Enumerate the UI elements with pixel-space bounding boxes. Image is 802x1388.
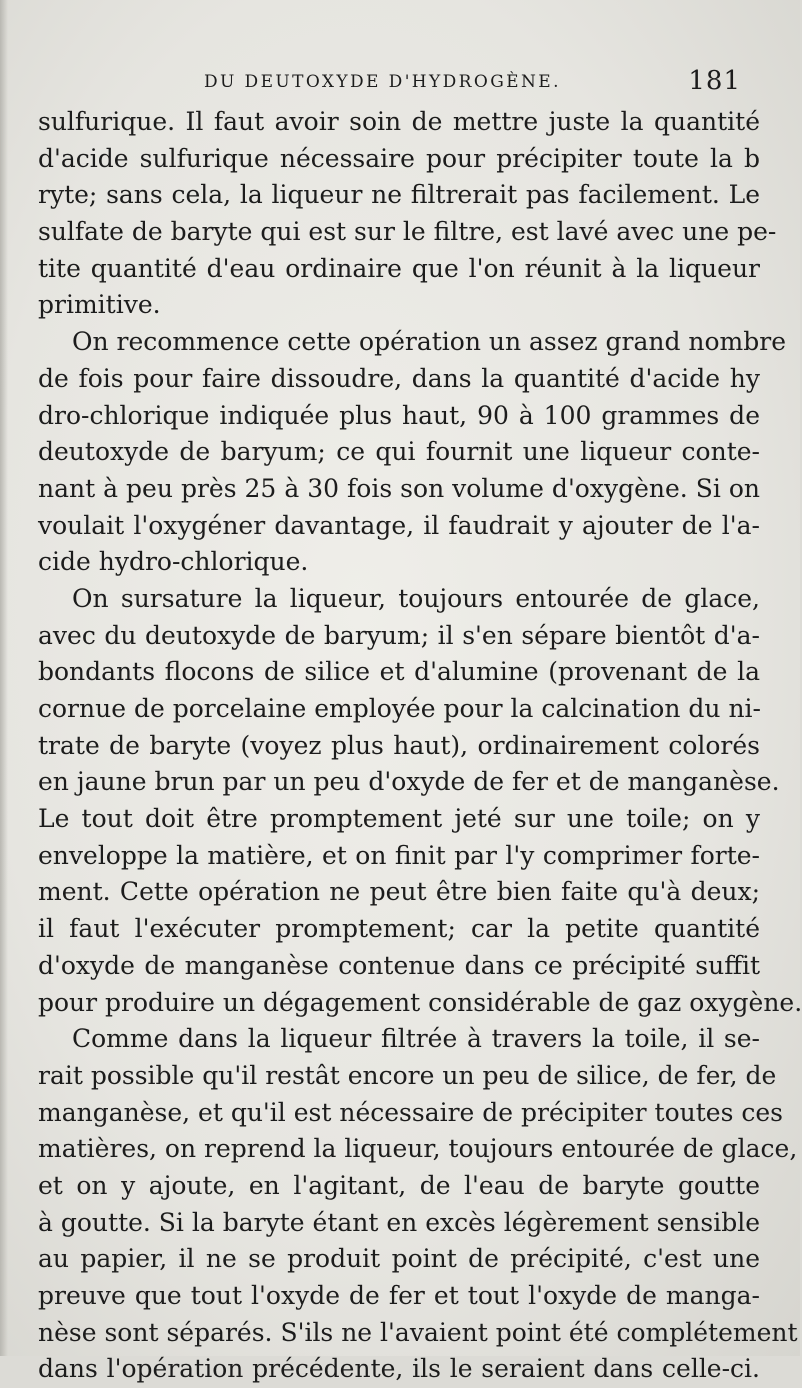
text-line: d'oxyde de manganèse contenue dans ce précipité suffit	[38, 950, 760, 980]
text-line: dans l'opération précédente, ils le seraient dans celle-ci.	[38, 1354, 760, 1384]
body-text	[38, 104, 802, 1388]
text-line: à goutte. Si la baryte étant en excès légèrement sensible	[38, 1207, 760, 1237]
text-line: matières, on reprend la liqueur, toujours entourée de glace,	[38, 1134, 798, 1164]
text-line: en jaune brun par un peu d'oxyde de fer et de manganèse.	[38, 767, 780, 797]
paragraph-first-line: On recommence cette opération un assez grand nombre	[72, 327, 787, 357]
text-line: cide hydro-chlorique.	[38, 547, 309, 577]
text-line: preuve que tout l'oxyde de fer et tout l'oxyde de manga-	[38, 1281, 760, 1310]
text-line: trate de baryte (voyez plus haut), ordinairement colorés	[38, 730, 760, 760]
text-line: au papier, il ne se produit point de précipité, c'est une	[38, 1244, 760, 1274]
page-gutter-shadow	[0, 0, 8, 1356]
text-line: ryte; sans cela, la liqueur ne filtrerait pas facilement. Le	[38, 180, 760, 210]
text-line: et on y ajoute, en l'agitant, de l'eau de baryte goutte	[38, 1170, 760, 1200]
text-line: d'acide sulfurique nécessaire pour précipiter toute la b	[38, 143, 760, 173]
text-line: deutoxyde de baryum; ce qui fournit une liqueur conte-	[38, 437, 760, 467]
paragraph-first-line: On sursature la liqueur, toujours entourée de glace,	[72, 583, 760, 613]
text-line: avec du deutoxyde de baryum; il s'en sépare bientôt d'a-	[38, 620, 760, 650]
text-line: Le tout doit être promptement jeté sur une toile; on y	[38, 804, 760, 834]
text-line: primitive.	[38, 290, 161, 320]
text-line: nèse sont séparés. S'ils ne l'avaient point été complétement	[38, 1317, 798, 1347]
text-line: manganèse, et qu'il est nécessaire de précipiter toutes ces	[38, 1097, 783, 1127]
text-line: dro-chlorique indiquée plus haut, 90 à 100 grammes de	[38, 400, 760, 430]
text-line: il faut l'exécuter promptement; car la petite quantité	[38, 914, 760, 944]
running-title: DU DEUTOXYDE D'HYDROGÈNE.	[204, 72, 561, 92]
text-line: enveloppe la matière, et on finit par l'y comprimer forte-	[38, 840, 760, 870]
running-head	[36, 66, 741, 96]
text-line: pour produire un dégagement considérable de gaz oxygène.	[38, 987, 802, 1017]
text-line: bondants flocons de silice et d'alumine (provenant de la	[38, 657, 760, 687]
text-line: nant à peu près 25 à 30 fois son volume d'oxygène. Si on	[38, 473, 760, 503]
text-line: de fois pour faire dissoudre, dans la quantité d'acide hy	[38, 363, 760, 393]
text-line: ment. Cette opération ne peut être bien faite qu'à deux;	[38, 877, 760, 907]
text-line: sulfurique. Il faut avoir soin de mettre juste la quantité	[38, 107, 760, 136]
text-line: voulait l'oxygéner davantage, il faudrait y ajouter de l'a-	[38, 510, 760, 540]
text-line: sulfate de baryte qui est sur le filtre, est lavé avec une pe-	[38, 217, 777, 247]
text-line: cornue de porcelaine employée pour la calcination du ni-	[38, 694, 761, 723]
paragraph-first-line: Comme dans la liqueur filtrée à travers la toile, il se-	[72, 1024, 760, 1054]
text-line: tite quantité d'eau ordinaire que l'on réunit à la liqueur	[38, 253, 760, 283]
page-number: 181	[688, 66, 741, 96]
text-line: rait possible qu'il restât encore un peu de silice, de fer, de	[38, 1060, 777, 1090]
